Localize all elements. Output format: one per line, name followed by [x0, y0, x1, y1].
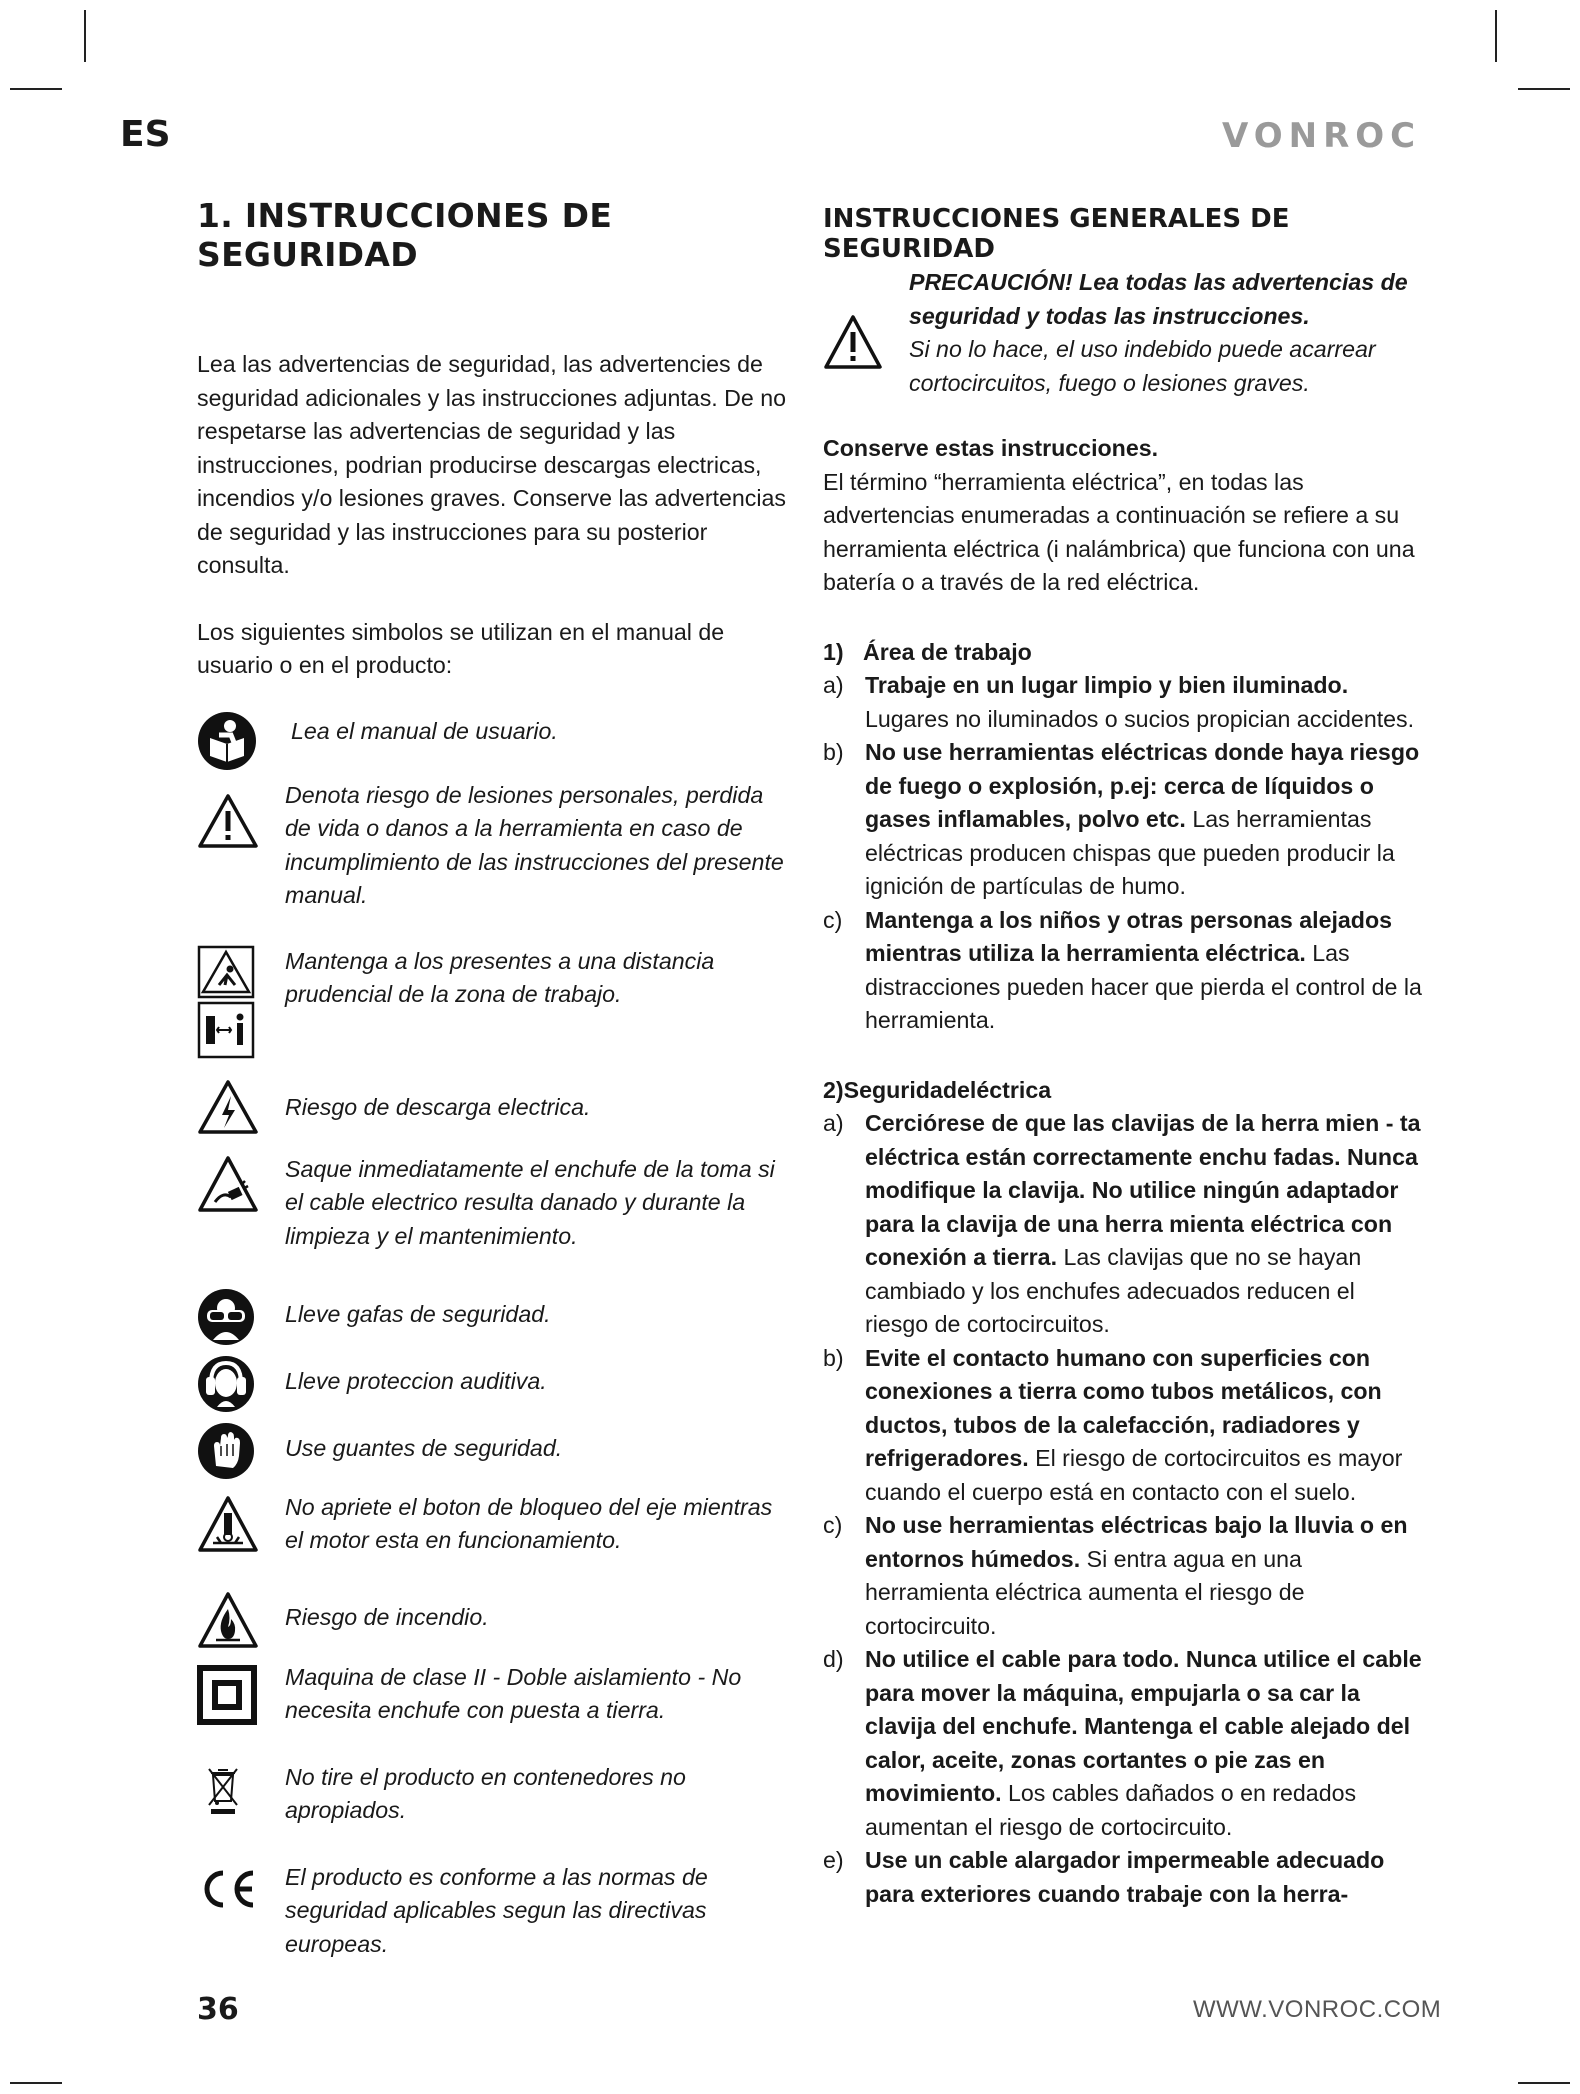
section-work-area	[823, 636, 1423, 1038]
crop-mark	[1518, 2082, 1570, 2084]
list-item: a) Trabaje en un lugar limpio y bien iluminado. Lugares no iluminados o sucios propician accidentes.	[823, 672, 1415, 732]
class-ii-icon	[197, 1665, 257, 1730]
section-heading: Área de trabajo	[863, 638, 1032, 665]
symbol-description: Lea el manual de usuario.	[291, 717, 558, 744]
ce-mark-icon	[197, 1867, 259, 1916]
symbol-description: Maquina de clase II - Doble aislamiento - No necesita enchufe con puesta a tierra.	[285, 1663, 742, 1723]
symbol-description: Riesgo de descarga electrica.	[285, 1093, 591, 1120]
symbol-description: Lleve proteccion auditiva.	[285, 1367, 547, 1394]
symbol-description: Lleve gafas de seguridad.	[285, 1300, 551, 1327]
right-column	[823, 204, 1423, 1911]
symbols-intro: Los siguientes simbolos se utilizan en el manual de usuario o en el producto:	[197, 618, 725, 678]
list-item: c) Mantenga a los niños y otras personas alejados mientras utiliza la herramienta eléctrica. Las distracciones pueden hacer que pierda el control de la herramienta.	[823, 906, 1422, 1033]
language-code: ES	[120, 114, 171, 155]
section-title: 1. INSTRUCCIONES DE SEGURIDAD	[197, 196, 613, 274]
symbol-description: Use guantes de seguridad.	[285, 1434, 563, 1461]
list-item: b) No use herramientas eléctricas donde haya riesgo de fuego o explosión, p.ej: cerca de líquidos o gases inflamables, polvo etc. Las herramientas eléctricas producen chispas que pueden producir la ignición de partículas de humo.	[823, 739, 1420, 899]
symbol-description: Mantenga a los presentes a una distancia prudencial de la zona de trabajo.	[285, 947, 715, 1007]
general-safety-title: INSTRUCCIONES GENERALES DE SEGURIDAD	[823, 204, 1290, 264]
electric-shock-icon	[197, 1079, 259, 1140]
fire-risk-icon	[197, 1591, 259, 1654]
caution-text	[909, 266, 1429, 400]
page-number: 36	[197, 1992, 239, 2027]
keep-instructions-heading: Conserve estas instrucciones.	[823, 435, 1159, 461]
symbol-description: Saque inmediatamente el enchufe de la toma si el cable electrico resulta danado y durante la limpieza y el mantenimiento.	[285, 1155, 775, 1249]
symbol-description: No tire el producto en contenedores no apropiados.	[285, 1763, 686, 1823]
crop-mark	[1495, 10, 1497, 62]
symbol-description: Denota riesgo de lesiones personales, perdida de vida o danos a la herramienta en caso de incumplimiento de las instrucciones del presente manual.	[285, 781, 784, 908]
gloves-icon	[197, 1422, 255, 1485]
list-item: a) Cerciórese de que las clavijas de la herra mien - ta eléctrica están correctamente enchu fadas. Nunca modifique la clavija. No utilice ningún adaptador para la clavija de una herra mienta eléctrica con conexión a tierra. Las clavijas que no se hayan cambiado y los enchufes adecuados reducen el riesgo de cortocircuitos.	[823, 1110, 1421, 1337]
section-number: 1)	[823, 638, 844, 665]
list-item: e) Use un cable alargador impermeable adecuado para exteriores cuando trabaje con la herra-	[823, 1847, 1385, 1907]
list-item: d) No utilice el cable para todo. Nunca utilice el cable para mover la máquina, empujarla o sa car la clavija del enchufe. Mantenga el cable alejado del calor, aceite, zonas cortantes o pie zas en movimiento. Los cables dañados o en redados aumentan el riesgo de cortocircuito.	[823, 1646, 1422, 1840]
symbol-row	[197, 713, 797, 773]
section-heading: 2)Seguridadeléctrica	[823, 1076, 1052, 1103]
crop-mark	[84, 10, 86, 62]
power-tool-definition: El término “herramienta eléctrica”, en todas las advertencias enumeradas a continuación se refiere a su herramienta eléctrica (i nalámbrica) que funciona con una batería o a través de la red eléctrica.	[823, 468, 1415, 595]
intro-paragraph: Lea las advertencias de seguridad, las advertencies de seguridad adicionales y las instrucciones adjuntas. De no respetarse las advertencias de seguridad y las instrucciones, podrian producirse descargas electricas, incendios y/o lesiones graves. Conserve las advertencias de seguridad y las instrucciones para su posterior consulta.	[197, 351, 787, 578]
unplug-icon	[197, 1155, 259, 1218]
ear-protection-icon	[197, 1355, 255, 1418]
crop-mark	[10, 88, 62, 90]
keep-distance-icon	[197, 945, 255, 1064]
symbol-description: No apriete el boton de bloqueo del eje mientras el motor esta en funcionamiento.	[285, 1493, 773, 1553]
safety-glasses-icon	[197, 1288, 255, 1351]
warning-triangle-icon	[197, 793, 259, 854]
brand-logo: VONROC	[1222, 116, 1422, 156]
warning-triangle-icon	[823, 314, 883, 375]
crop-mark	[10, 2082, 62, 2084]
caution-bold: PRECAUCIÓN! Lea todas las advertencias de seguridad y todas las instrucciones.	[909, 269, 1408, 329]
symbol-description: Riesgo de incendio.	[285, 1603, 489, 1630]
crop-mark	[1518, 88, 1570, 90]
section-electrical-safety	[823, 1074, 1423, 1912]
spindle-lock-icon	[197, 1495, 259, 1558]
read-manual-icon	[197, 711, 257, 776]
symbol-description: El producto es conforme a las normas de seguridad aplicables segun las directivas europeas.	[285, 1863, 708, 1957]
weee-bin-icon	[203, 1765, 243, 1822]
website-url: WWW.VONROC.COM	[1193, 1996, 1442, 2023]
caution-consequence: Si no lo hace, el uso indebido puede acarrear cortocircuitos, fuego o lesiones graves.	[909, 336, 1376, 396]
left-column	[197, 196, 795, 1957]
caution-block	[823, 266, 1423, 406]
list-item: c) No use herramientas eléctricas bajo la lluvia o en entornos húmedos. Si entra agua en una herramienta eléctrica aumenta el riesgo de cortocircuito.	[823, 1512, 1408, 1639]
list-item: b) Evite el contacto humano con superficies con conexiones a tierra como tubos metálicos, con ductos, tubos de la calefacción, radiadores y refrigeradores. El riesgo de cortocircuitos es mayor cuando el cuerpo está en contacto con el suelo.	[823, 1344, 1403, 1505]
